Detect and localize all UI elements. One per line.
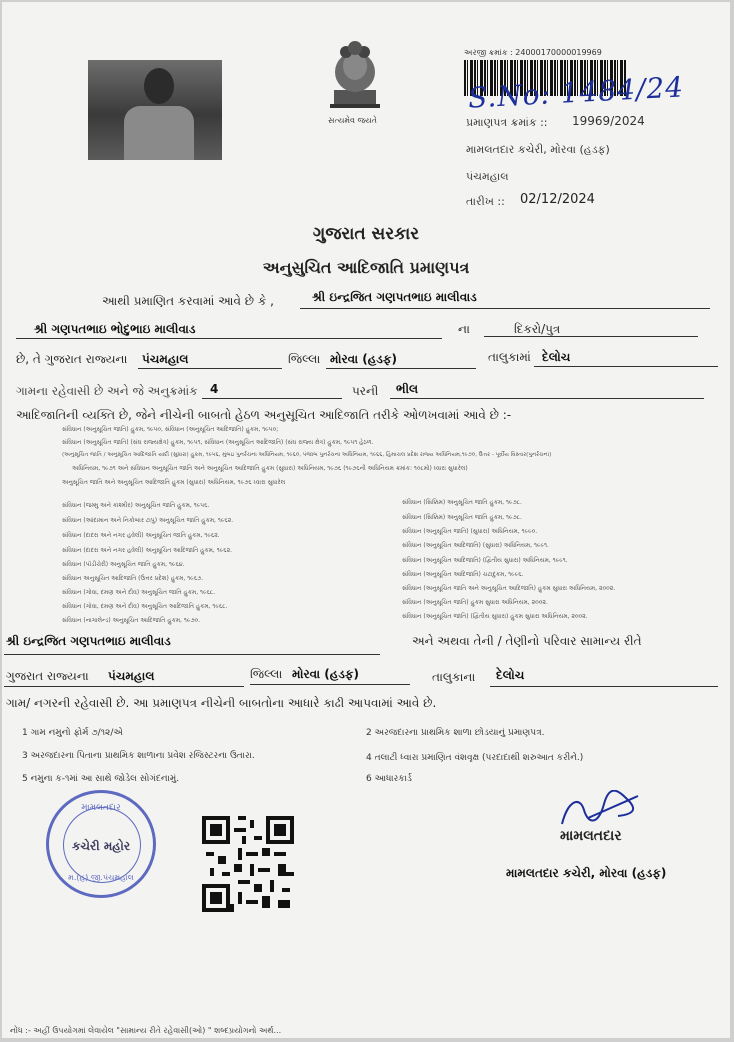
order-intro-2: સંવિધાન (અનુસૂચિત જાતિ) (સંઘ રાજ્યક્ષેત્ર) હુકમ, ૧૯૫૧, સંવિધાન (અનુસૂચિત આદિજાતિ) (સંઘ રાજ્ય ક્ષેત્ર) હુકમ, ૧૯૫૧ હેઠળ.	[62, 439, 374, 446]
order-right-3: સંવિધાન (અનુસૂચિત જાતિ) (સુધારા) અધિનિયમ, ૧૯૯૦.	[402, 528, 538, 535]
taluka-label: તાલુકામાં	[488, 350, 531, 364]
order-left-7: સંવિધાન (ગોવા, દમણ અને દીવ) અનુસૂચિત જાતિ હુકમ, ૧૯૬૮.	[62, 589, 216, 596]
issuing-district: પંચમહાલ	[466, 170, 509, 183]
emblem-motto: સત્યમેવ જયતે	[328, 116, 377, 125]
relation: દિકરો/પુત્ર	[514, 322, 561, 336]
order-left-3: સંવિધાન (દાદરા અને નગર હવેલી) અનુસૂચિત જાતિ હુકમ, ૧૯૬૨.	[62, 532, 220, 539]
cert-no-value: 19969/2024	[572, 114, 645, 128]
order-left-9: સંવિધાન (નાગાલેન્ડ) અનુસૂચિત આદિજાતિ હુકમ, ૧૯૭૦.	[62, 617, 201, 624]
cert-no-label: પ્રમાણપત્ર ક્રમાંક ::	[466, 116, 548, 129]
order-right-6: સંવિધાન (અનુસૂચિત આદિજાતિ) ચટાદુકમ, ૧૯૯૬.	[402, 571, 524, 578]
office-seal	[46, 790, 156, 898]
certificate-page	[2, 2, 730, 1038]
order-left-8: સંવિધાન (ગોવા, દમણ અને દીવ) અનુસૂચિત આદિજાતિ હુકમ, ૧૯૬૮.	[62, 603, 228, 610]
family-text: અને અથવા તેની / તેણીનો પરિવાર સામાન્ય રીતે	[412, 634, 642, 648]
certificate-title: અનુસુચિત આદિજાતિ પ્રમાણપત્ર	[262, 258, 470, 277]
date-value: 02/12/2024	[520, 192, 595, 207]
seal-bottom-text: મ.(હ) જી.પંચમહાલ	[68, 873, 134, 882]
document-item-5: 5 નમુના ક-૧માં આ સાથે જોડેલ સોગંદનામું.	[22, 774, 180, 784]
family-state-label: ગુજરાત રાજ્યના	[6, 669, 89, 683]
handwritten-serial: S.No: 1484/24	[467, 70, 685, 115]
order-intro-5: અનુસૂચિત જાતિ અને અનુસૂચિત આદિજાતિ હુકમ (સુધારા) અધિનિયમ, ૧૯૭૬ ધ્વારા સુધારેલ	[62, 479, 286, 486]
family-state-district: પંચમહાલ	[108, 669, 155, 683]
tribe-text: આદિજાતિની વ્યક્તિ છે, જેને નીચેની બાબતો હેઠળ અનુસૂચિત આદિજાતિ તરીકે ઓળખવામાં આવે છે :-	[16, 408, 512, 422]
district-value: મોરવા (હડફ)	[330, 352, 397, 366]
government-title: ગુજરાત સરકાર	[312, 224, 420, 244]
residence-text: ગામ/ નગરની રહેવાસી છે. આ પ્રમાણપત્ર નીચેની બાબતોના આધારે કાઢી આપવામાં આવે છે.	[6, 696, 437, 710]
applicant-name: શ્રી ઇન્દ્રજિત ગણપતભાઇ માલીવાડ	[312, 290, 477, 304]
father-name: શ્રી ગણપતભાઇ ભોદુભાઇ માલીવાડ	[34, 322, 196, 336]
village-label: ગામના રહેવાસી છે અને જે અનુક્રમાંક	[16, 384, 198, 398]
signatory-office: મામલતદાર કચેરી, મોરવા (હડફ)	[506, 866, 667, 880]
of-label: ના	[458, 322, 470, 336]
applicant-photo	[88, 60, 222, 160]
family-district-label: જિલ્લા	[250, 667, 283, 681]
order-right-9: સંવિધાન (અનુસૂચિત જાતિ) (દ્વિતીય સુધારા) હુકમ સુધારા અધિનિયમ, ૨૦૦૨.	[402, 613, 588, 620]
order-right-5: સંવિધાન (અનુસૂચિત આદિજાતિ) (દ્વિતીય સુધારા) અધિનિયમ, ૧૯૯૧.	[402, 557, 568, 564]
caste-label: પરની	[352, 384, 379, 398]
document-item-1: 1 ગામ નમુનો ફોર્મ ૭/૧૨/એ	[22, 728, 123, 738]
family-district-value: મોરવા (હડફ)	[292, 667, 359, 681]
order-right-2: સંવિધાન (સિક્કિમ) અનુસૂચિત જાતિ હુકમ, ૧૯૭૮.	[402, 514, 522, 521]
document-item-4: 4 તલાટી ધ્વારા પ્રમાણિત વંશવૃક્ષ (પરદાદાથી શરુઆત કરીને.)	[366, 753, 584, 763]
document-item-2: 2 અરજદારના પ્રાથમિક શાળા છોડયાનું પ્રમાણપત્ર.	[366, 728, 545, 738]
qr-code	[198, 812, 298, 916]
family-applicant-name: શ્રી ઇન્દ્રજિત ગણપતભાઇ માલીવાડ	[6, 634, 171, 648]
order-left-6: સંવિધાન અનુસૂચિત આદિજાતિ (ઉત્તર પ્રદેશ) હુકમ, ૧૯૬૭.	[62, 575, 204, 582]
order-right-7: સંવિધાન (અનુસૂચિત જાતિ અને અનુસૂચિત આદિજાતિ) હુકમ સુધારા અધિનિયમ, ૨૦૦૨.	[402, 585, 616, 592]
taluka-value: દેલોચ	[542, 350, 571, 364]
seal-center-text: કચેરી મહોર	[71, 839, 131, 853]
certify-text: આથી પ્રમાણિત કરવામાં આવે છે કે ,	[102, 294, 274, 308]
order-intro-3: (અનુસૂચિત જાતિ / અનુસૂચિત આદિજાતિ યાદી (સુધારા) હુકમ, ૧૯૫૬, મુંબઇ પુનર્રચના અધિનિયમ, ૧૯૬૦, પંજાબ પુનર્રચના અધિનિયમ, ૧૯૬૬, હિમાચલ પ્રદેશ રાજ્ય અધિનિયમ,૧૯૭૦, ઉત્તર - પૂર્વીય વિસ્તાર(પુનર્રચના)	[62, 452, 552, 458]
serial-value: 4	[210, 382, 219, 396]
order-intro-1: સંવિધાન (અનુસૂચિત જાતિ) હુકમ, ૧૯૫૦, સંવિધાન (અનુસૂચિત આદિજાતિ) હુકમ, ૧૯૫૦;	[62, 426, 279, 433]
district-label: જિલ્લા	[288, 352, 321, 366]
national-emblem-icon	[324, 38, 386, 112]
caste-value: ભીલ	[396, 382, 419, 396]
order-intro-4: અધિનિયમ, ૧૯૭૧ અને સંવિધાન અનુસૂચિત જાતિ અને અનુસૂચિત આદિજાતિ હુકમ (સુધારા) અધિનિયમ, ૧૯૭૬ (૧૯૭૬ની અધિનિયમ ક્રમાંક: ૧૦૮મો) ધ્વારા સુધારેલ)	[72, 465, 468, 472]
family-taluka-value: દેલોચ	[496, 668, 525, 682]
order-right-4: સંવિધાન (અનુસૂચિત આદિજાતિ) (સુધારા) અધિનિયમ, ૧૯૯૧.	[402, 542, 549, 549]
document-item-6: 6 આધારકાર્ડ	[366, 774, 412, 784]
family-taluka-label: તાલુકાના	[432, 670, 476, 684]
order-left-4: સંવિધાન (દાદરા અને નગર હવેલી) અનુસૂચિત આદિજાતિ હુકમ, ૧૯૬૨.	[62, 547, 233, 554]
issuing-office: મામલતદાર કચેરી, મોરવા (હડફ)	[466, 143, 610, 156]
order-right-1: સંવિધાન (સિક્કિમ) અનુસૂચિત જાતિ હુકમ, ૧૯૭૮.	[402, 499, 522, 506]
application-number: અરજી ક્રમાંક : 24000170000019969	[464, 48, 602, 57]
footer-note: નોંધ :- અહીં ઉપયોગમાં લેવાયેલ "સામાન્ય રીતે રહેવાસી(ઓ) " શબ્દપ્રયોગનો અર્થ...	[10, 1026, 282, 1035]
date-label: તારીખ ::	[466, 195, 505, 208]
state-label: છે, તે ગુજરાત રાજ્યના	[16, 352, 128, 366]
seal-top-text: મામલતદાર	[81, 803, 121, 813]
order-right-8: સંવિધાન (અનુસૂચિત જાતિ) હુકમ સુધારા અધિનિયમ, ૨૦૦૨.	[402, 599, 548, 606]
order-left-1: સંવિધાન (જમ્મુ અને કાશ્મીર) અનુસૂચિત જાતિ હુકમ, ૧૯૫૬.	[62, 502, 210, 509]
order-left-2: સંવિધાન (આંદામાન અને નિકોબાર ટાપુ) અનુસૂચિત જાતિ હુકમ, ૧૯૬૨.	[62, 517, 234, 524]
document-item-3: 3 અરજદારના પિતાના પ્રાથમિક શાળાના પ્રવેશ રજિસ્ટરના ઉતારા.	[22, 751, 255, 761]
state-district: પંચમહાલ	[142, 352, 189, 366]
signature-mark	[558, 790, 642, 830]
order-left-5: સંવિધાન (પૉંડીચેરી) અનુસૂચિત જાતિ હુકમ, ૧૯૬૪.	[62, 561, 185, 568]
signatory-designation: મામલતદાર	[560, 828, 622, 844]
